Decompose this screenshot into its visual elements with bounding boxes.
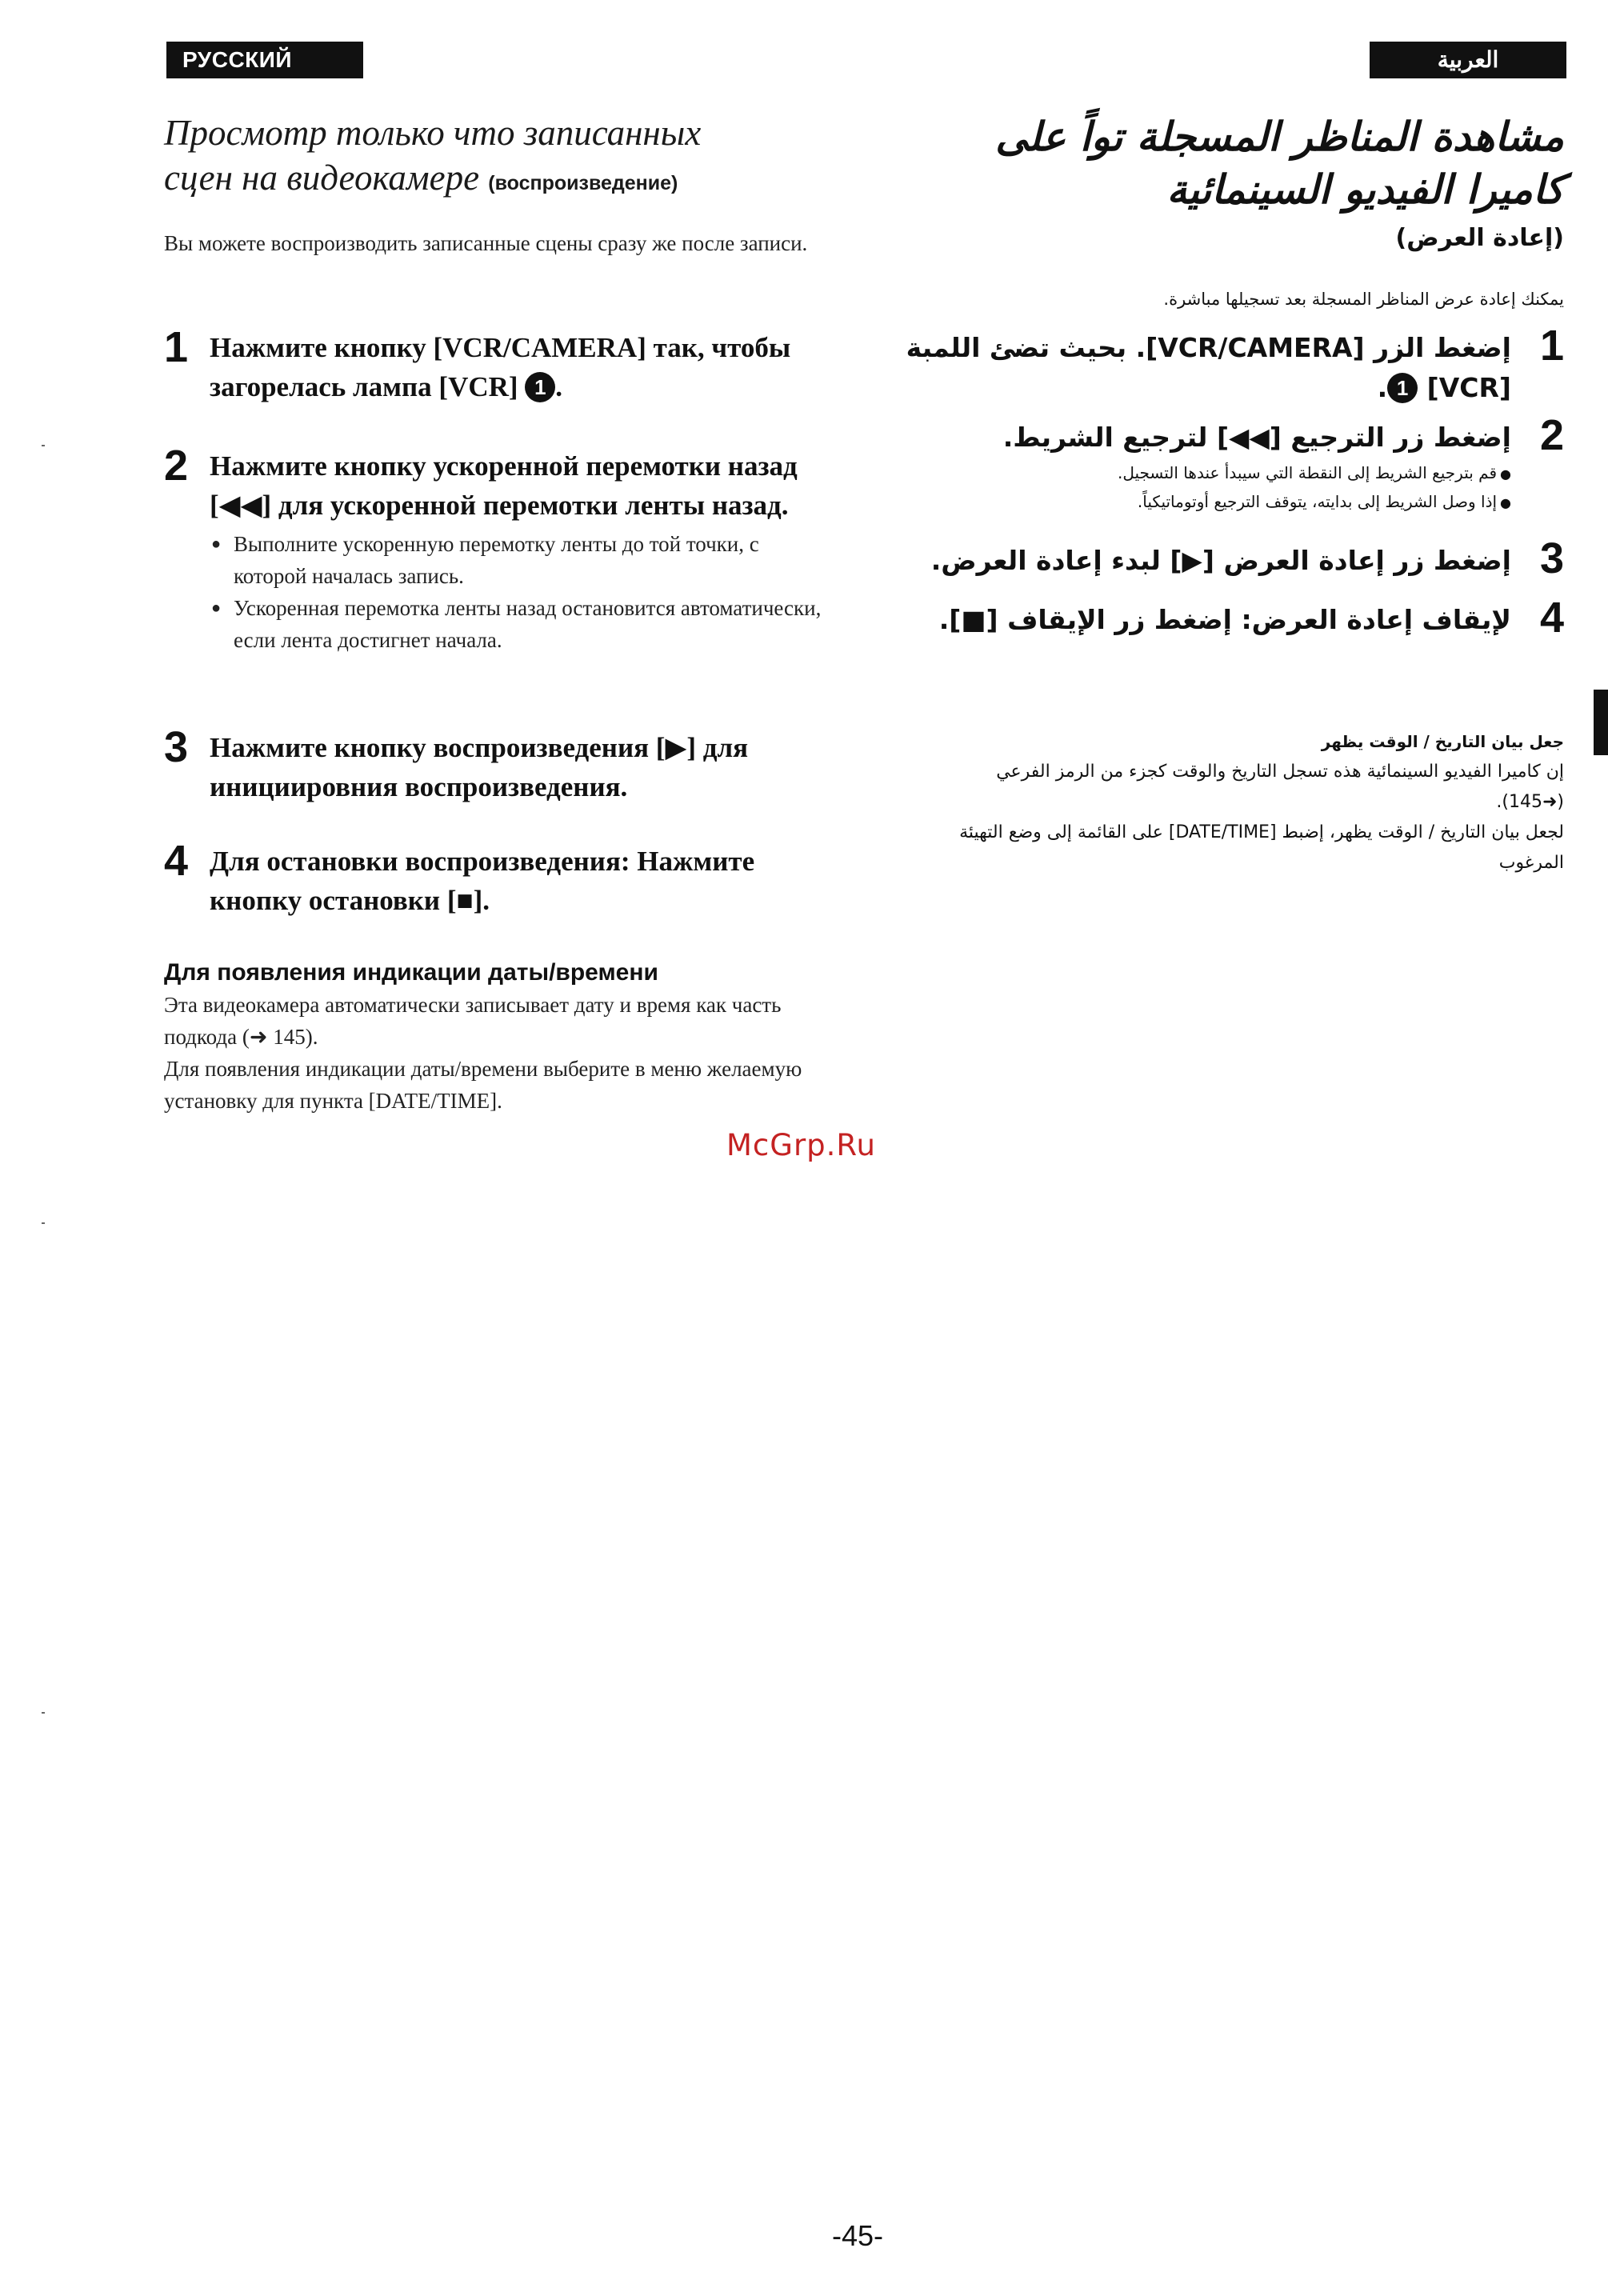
arabic-note — [924, 726, 1564, 878]
russian-step-text: Нажмите кнопку ускоренной перемотки назад [◀◀] для ускоренной перемотки ленты назад. — [210, 450, 798, 521]
russian-step-4 — [164, 837, 828, 920]
russian-note-heading: Для появления индикации даты/времени — [164, 959, 658, 986]
arabic-title-line2: كاميرا الفيديو السينمائية — [1166, 166, 1564, 213]
russian-step-2-bullets — [210, 528, 828, 656]
arabic-language-tag: العربية — [1370, 42, 1566, 78]
arabic-intro: يمكنك إعادة عرض المناظر المسجلة بعد تسجيلها مباشرة. — [1163, 290, 1564, 309]
arabic-note-body-2: لجعل بيان التاريخ / الوقت يظهر، إضبط [DATE/TIME] على القائمة إلى وضع التهيئة المرغوب — [959, 822, 1564, 873]
russian-title-small: (воспроизведение) — [488, 172, 678, 194]
arabic-step-number: 2 — [1539, 411, 1564, 459]
russian-step-3 — [164, 723, 828, 806]
bullet-item: ● Выполните ускоренную перемотку ленты до той точки, с которой началась запись. — [210, 528, 828, 592]
russian-title-line2-text: сцен на видеокамере — [164, 158, 480, 198]
circled-number-icon: 1 — [1387, 373, 1418, 403]
arabic-step-1 — [876, 322, 1564, 408]
arabic-step-text: إضغط الزر [VCR/CAMERA]. بحيث تضئ اللمبة [VCR] 1. — [906, 332, 1511, 403]
arabic-step-text: إضغط زر إعادة العرض [▶] لبدء إعادة العرض. — [930, 545, 1511, 576]
bullet-item: ● قم بترجيع الشريط إلى النقطة التي سيبدأ عندها التسجيل. — [876, 459, 1511, 488]
arabic-step-3 — [876, 534, 1564, 582]
russian-title-line1: Просмотр только что записанных — [164, 113, 702, 153]
russian-note-body-1: Эта видеокамера автоматически записывает дату и время как часть подкода (➜ 145). — [164, 993, 782, 1049]
bullet-item: ● إذا وصل الشريط إلى بدايته، يتوقف الترجيع أوتوماتيكياً. — [876, 488, 1511, 517]
scan-mark — [42, 1222, 45, 1224]
arabic-step-2-bullets — [876, 459, 1511, 517]
watermark: McGrp.Ru — [726, 1128, 876, 1162]
russian-step-1-text: Нажмите кнопку [VCR/CAMERA] так, чтобы загорелась лампа [VCR] — [210, 332, 791, 402]
arabic-subtitle: (إعادة العرض) — [1395, 224, 1564, 252]
section-edge-tab — [1594, 690, 1608, 755]
arabic-step-1-text: إضغط الزر [VCR/CAMERA]. بحيث تضئ اللمبة [VCR] — [906, 332, 1511, 403]
arabic-step-2 — [876, 411, 1564, 517]
scan-mark — [42, 445, 45, 446]
arabic-title — [876, 110, 1564, 216]
arabic-step-text: لإيقاف إعادة العرض: إضغط زر الإيقاف [■]. — [938, 604, 1511, 635]
russian-title — [164, 110, 812, 206]
arabic-step-text: إضغط زر الترجيع [◀◀] لترجيع الشريط. — [1002, 422, 1511, 453]
russian-step-text: Нажмите кнопку [VCR/CAMERA] так, чтобы загорелась лампа [VCR] 1 . — [210, 332, 791, 402]
russian-step-2 — [164, 442, 828, 656]
russian-step-number: 3 — [164, 723, 189, 771]
russian-step-number: 1 — [164, 323, 189, 371]
arabic-step-number: 4 — [1539, 594, 1564, 642]
russian-intro: Вы можете воспроизводить записанные сцены сразу же после записи. — [164, 231, 808, 255]
russian-note-body-2: Для появления индикации даты/времени выберите в меню желаемую установку для пункта [DATE/TIME]. — [164, 1057, 802, 1113]
russian-step-text: Нажмите кнопку воспроизведения [▶] для инициировния воспроизведения. — [210, 732, 749, 802]
russian-language-tag: РУССКИЙ ЯЗЫК — [166, 42, 363, 78]
arabic-note-body-1: إن كاميرا الفيديو السينمائية هذه تسجل التاريخ والوقت كجزء من الرمز الفرعي (➜145). — [996, 762, 1564, 812]
russian-step-number: 2 — [164, 442, 189, 490]
circled-number-icon: 1 — [525, 372, 555, 402]
russian-step-1 — [164, 323, 828, 406]
arabic-step-number: 1 — [1539, 322, 1564, 370]
scan-mark — [42, 1712, 45, 1714]
russian-step-number: 4 — [164, 837, 189, 885]
arabic-step-4 — [876, 594, 1564, 642]
russian-note — [164, 957, 820, 1117]
russian-title-line2 — [164, 155, 812, 206]
arabic-step-number: 3 — [1539, 534, 1564, 582]
arabic-note-heading: جعل بيان التاريخ / الوقت يظهر — [1321, 732, 1564, 751]
arabic-title-line1: مشاهدة المناظر المسجلة تواً على — [995, 114, 1564, 160]
russian-step-text: Для остановки воспроизведения: Нажмите кнопку остановки [■]. — [210, 846, 755, 916]
page-number: -45- — [832, 2219, 884, 2252]
bullet-item: ● Ускоренная перемотка ленты назад остановится автоматически, если лента достигнет начала. — [210, 592, 828, 656]
